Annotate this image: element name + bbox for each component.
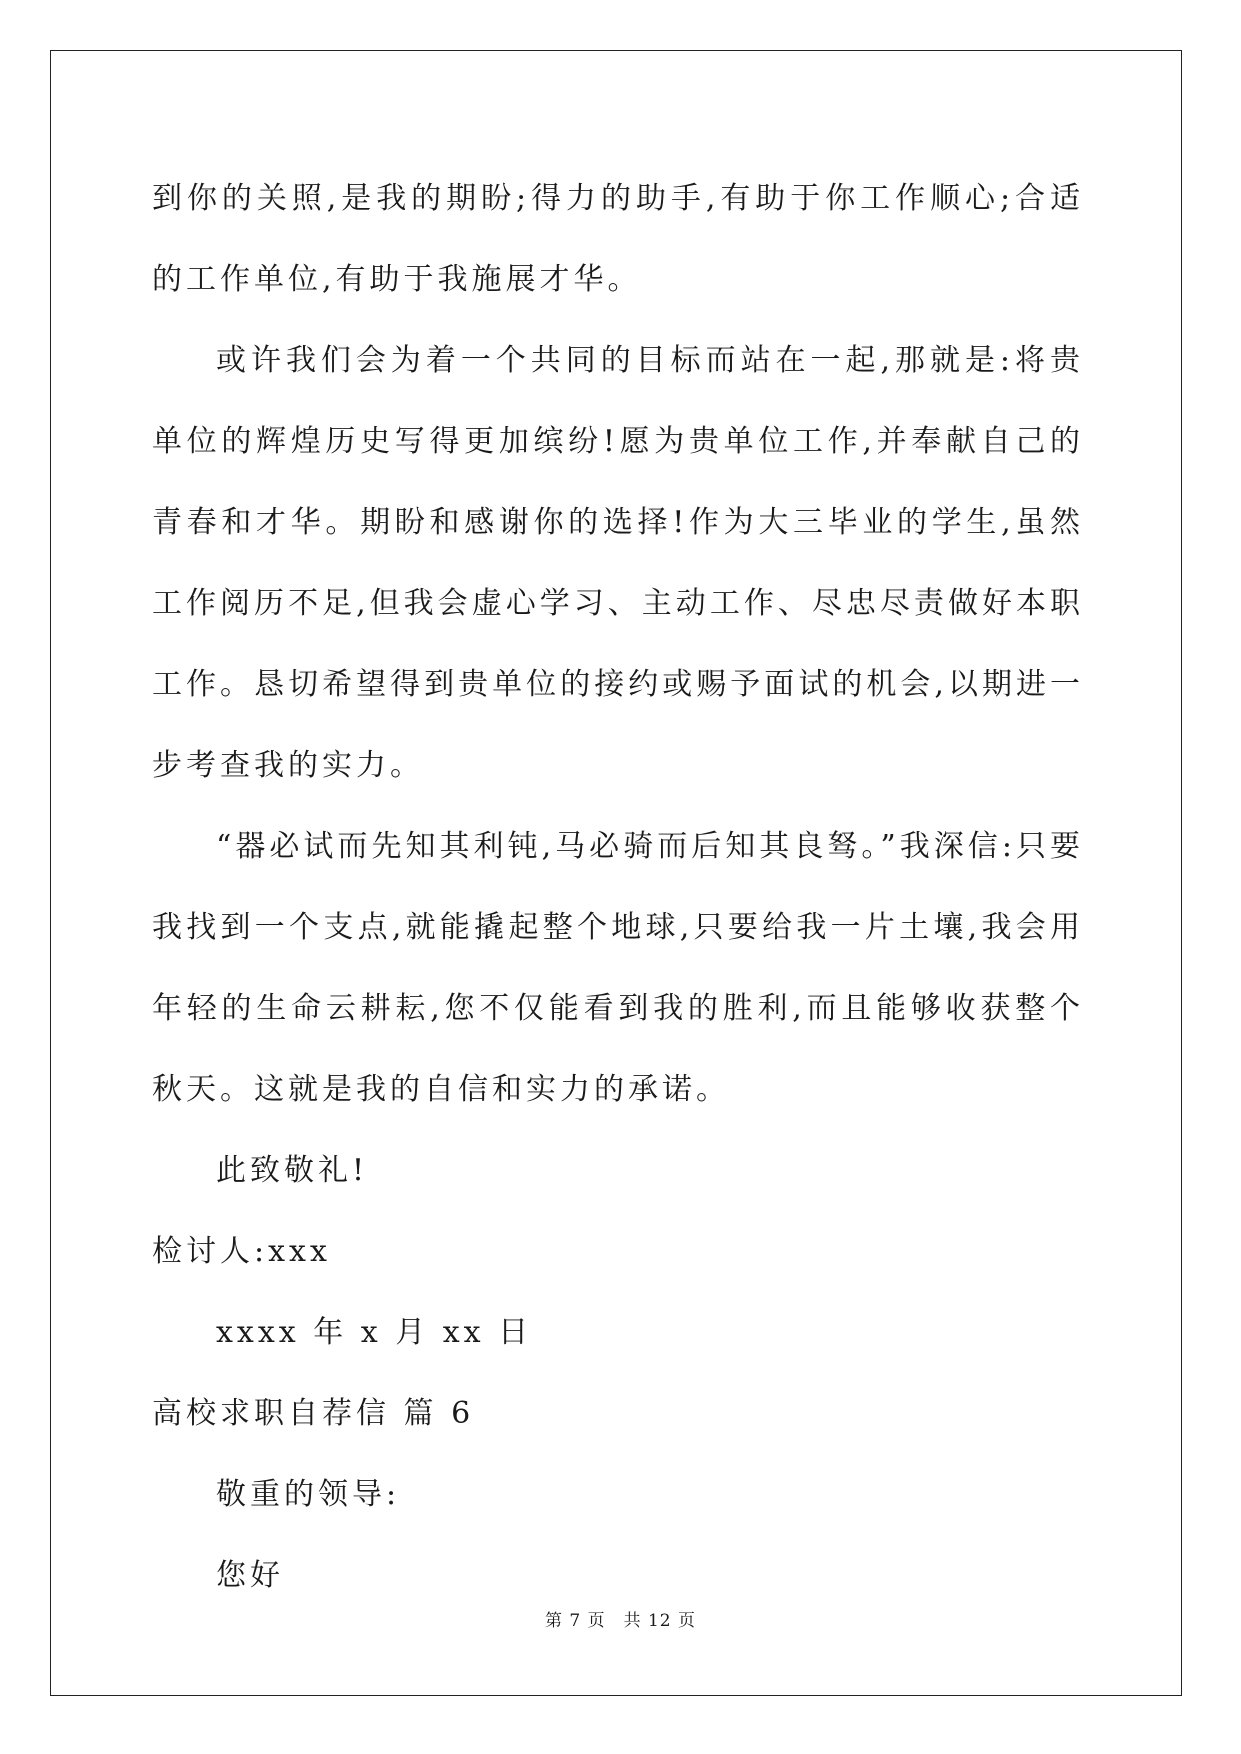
page-number: 第 7 页 bbox=[544, 1611, 606, 1631]
document-body bbox=[152, 158, 1084, 1616]
page-footer bbox=[0, 1606, 1241, 1631]
hello-line: 您好 bbox=[216, 1558, 284, 1593]
section-heading: 高校求职自荐信 篇 6 bbox=[152, 1396, 475, 1431]
date-line: xxxx 年 x 月 xx 日 bbox=[216, 1315, 533, 1350]
paragraph-common-goal: 或许我们会为着一个共同的目标而站在一起,那就是:将贵单位的辉煌历史写得更加缤纷!愿为贵单位工作,并奉献自己的青春和才华。期盼和感谢你的选择!作为大三毕业的学生,虽然工作阅历不足,但我会虚心学习、主动工作、尽忠尽责做好本职工作。恳切希望得到贵单位的接约或赐予面试的机会,以期进一步考查我的实力。 bbox=[152, 343, 1084, 783]
page-total: 共 12 页 bbox=[623, 1611, 697, 1631]
paragraph-quote: “器必试而先知其利钝,马必骑而后知其良驽。”我深信:只要我找到一个支点,就能撬起整个地球,只要给我一片土壤,我会用年轻的生命云耕耘,您不仅能看到我的胜利,而且能够收获整个秋天。这就是我的自信和实力的承诺。 bbox=[152, 829, 1084, 1107]
signature-line: 检讨人:xxx bbox=[152, 1234, 331, 1269]
closing-salutation: 此致敬礼! bbox=[216, 1153, 369, 1188]
paragraph-continuation: 到你的关照,是我的期盼;得力的助手,有助于你工作顺心;合适的工作单位,有助于我施展才华。 bbox=[152, 181, 1084, 297]
greeting-line: 敬重的领导: bbox=[216, 1477, 401, 1512]
